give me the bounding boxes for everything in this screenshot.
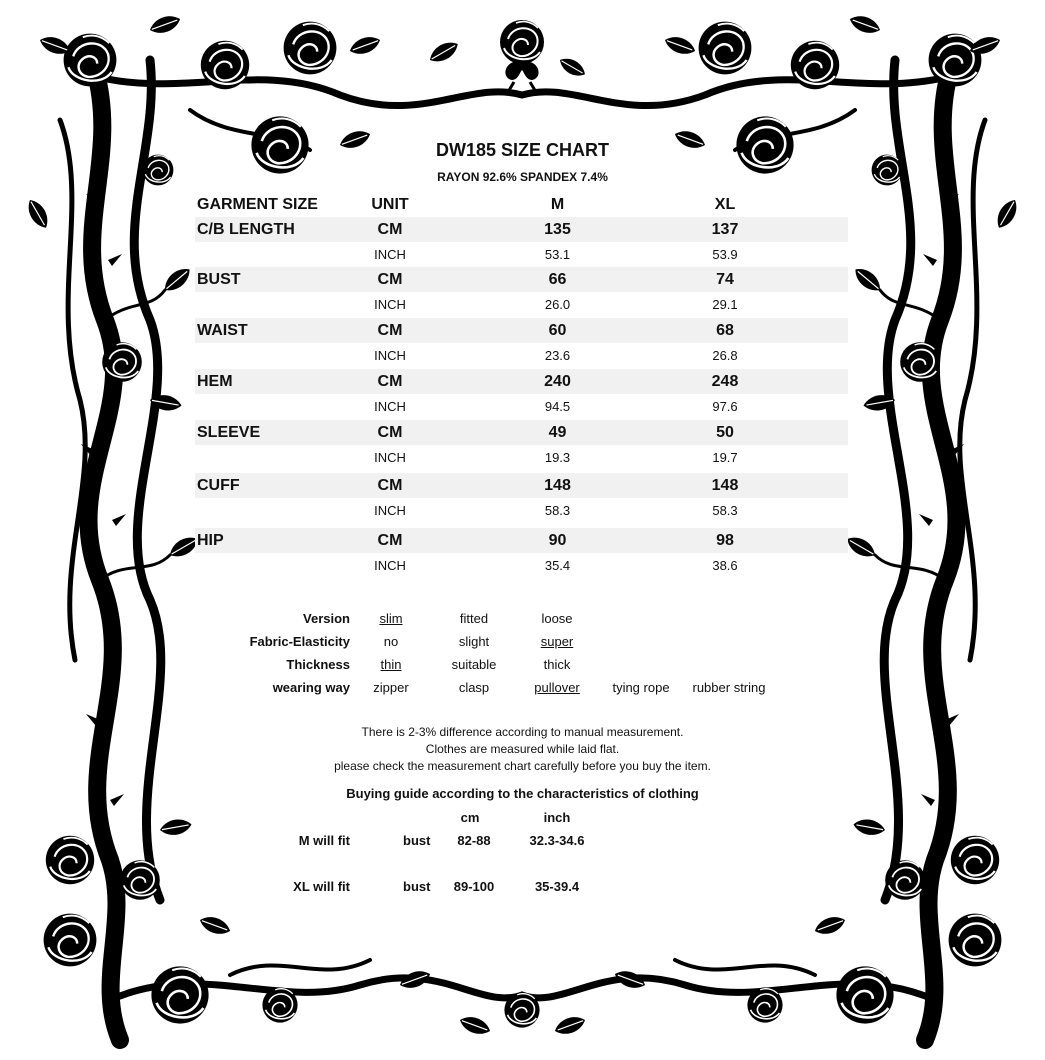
value-xl: 98 [716,532,734,549]
guide-inch-xl: 35-39.4 [534,879,580,894]
buying-guide-title: Buying guide according to the characteristics of clothing [346,786,699,801]
attribute-label: wearing way [272,680,350,695]
table-row-hip-cm [195,528,848,553]
attribute-label: Fabric-Elasticity [249,634,350,649]
table-row-c-b-length-cm [195,217,848,242]
attribute-label: Version [303,611,350,626]
measurement-name: WAIST [197,322,248,339]
attribute-option: clasp [458,680,490,695]
value-xl: 74 [716,271,734,288]
attribute-option: rubber string [692,680,766,695]
value-xl: 68 [716,322,734,339]
size-table [195,192,848,578]
attribute-option-selected: slim [379,611,403,626]
attribute-row-fabric-elasticity [0,630,1045,653]
value-m: 148 [544,477,571,494]
attribute-option: no [383,634,399,649]
measurement-name: HIP [197,532,224,549]
value-m: 35.4 [544,558,571,573]
value-m: 23.6 [544,348,571,363]
attribute-option-selected: thin [380,657,402,672]
value-m: 49 [548,424,567,441]
note-laid-flat: Clothes are measured while laid flat. [425,742,620,756]
measurement-name: BUST [197,271,241,288]
unit-cell: INCH [374,450,406,465]
attribute-option: fitted [459,611,489,626]
table-row-waist-cm [195,318,848,343]
guide-col-inch: inch [543,810,571,825]
value-m: 66 [548,271,567,288]
unit-cell: CM [377,221,403,238]
value-xl: 137 [711,221,739,238]
table-row-waist-inch [195,343,848,368]
table-row-cuff-cm [195,473,848,498]
measurement-name: HEM [197,373,233,390]
table-header-row [195,192,848,217]
measurement-name: CUFF [197,477,240,494]
table-row-hem-cm [195,369,848,394]
unit-cell: INCH [374,558,406,573]
value-m: 26.0 [544,297,571,312]
value-xl: 26.8 [712,348,738,363]
header-size-m: M [550,196,565,213]
note-check-chart: please check the measurement chart carefully before you buy the item. [334,759,711,773]
attribute-row-version [0,607,1045,630]
guide-part-xl: bust [403,879,431,894]
value-xl: 38.6 [712,558,738,573]
guide-fit-m: M will fit [298,833,350,848]
value-m: 240 [544,373,571,390]
guide-cm-m: 82-88 [457,833,491,848]
material-composition: RAYON 92.6% SPANDEX 7.4% [437,170,608,184]
value-xl: 53.9 [712,247,738,262]
unit-cell: INCH [374,399,406,414]
attribute-option: slight [458,634,490,649]
table-row-hem-inch [195,394,848,419]
value-xl: 29.1 [712,297,738,312]
unit-cell: INCH [374,348,406,363]
table-row-c-b-length-inch [195,242,848,267]
table-row-sleeve-cm [195,420,848,445]
table-row-cuff-inch [195,498,848,523]
table-row-bust-inch [195,292,848,317]
guide-cm-xl: 89-100 [453,879,495,894]
table-row-hip-inch [195,553,848,578]
guide-fit-xl: XL will fit [293,879,350,894]
attribute-row-thickness [0,653,1045,676]
value-m: 94.5 [544,399,571,414]
header-size-xl: XL [714,196,736,213]
attribute-label: Thickness [286,657,350,672]
value-xl: 148 [711,477,739,494]
attribute-row-wearing-way [0,676,1045,699]
value-m: 53.1 [544,247,571,262]
attribute-option: suitable [451,657,497,672]
guide-inch-m: 32.3-34.6 [529,833,585,848]
value-xl: 58.3 [712,503,738,518]
value-m: 58.3 [544,503,571,518]
guide-col-cm: cm [460,810,480,825]
attribute-option: zipper [373,680,409,695]
value-m: 19.3 [544,450,571,465]
value-m: 60 [548,322,567,339]
attribute-option: tying rope [612,680,670,695]
unit-cell: CM [377,532,403,549]
header-garment-size: GARMENT SIZE [197,196,318,213]
measurement-name: SLEEVE [197,424,261,441]
attribute-option: thick [543,657,571,672]
unit-cell: INCH [374,297,406,312]
value-xl: 248 [711,373,739,390]
attribute-option: loose [541,611,573,626]
value-xl: 19.7 [712,450,738,465]
note-measurement-difference: There is 2-3% difference according to manual measurement. [361,725,684,739]
attribute-option-selected: super [540,634,574,649]
attribute-option-selected: pullover [534,680,580,695]
unit-cell: CM [377,477,403,494]
value-xl: 50 [716,424,734,441]
unit-cell: CM [377,424,403,441]
unit-cell: INCH [374,247,406,262]
unit-cell: CM [377,373,403,390]
guide-part-m: bust [403,833,431,848]
value-m: 135 [544,221,571,238]
unit-cell: CM [377,322,403,339]
garment-attributes [0,607,1045,699]
unit-cell: CM [377,271,403,288]
measurement-name: C/B LENGTH [197,221,295,238]
value-m: 90 [548,532,567,549]
table-row-sleeve-inch [195,445,848,470]
chart-title: DW185 SIZE CHART [435,140,610,160]
table-row-bust-cm [195,267,848,292]
unit-cell: INCH [374,503,406,518]
value-xl: 97.6 [712,399,738,414]
header-unit: UNIT [371,196,409,213]
